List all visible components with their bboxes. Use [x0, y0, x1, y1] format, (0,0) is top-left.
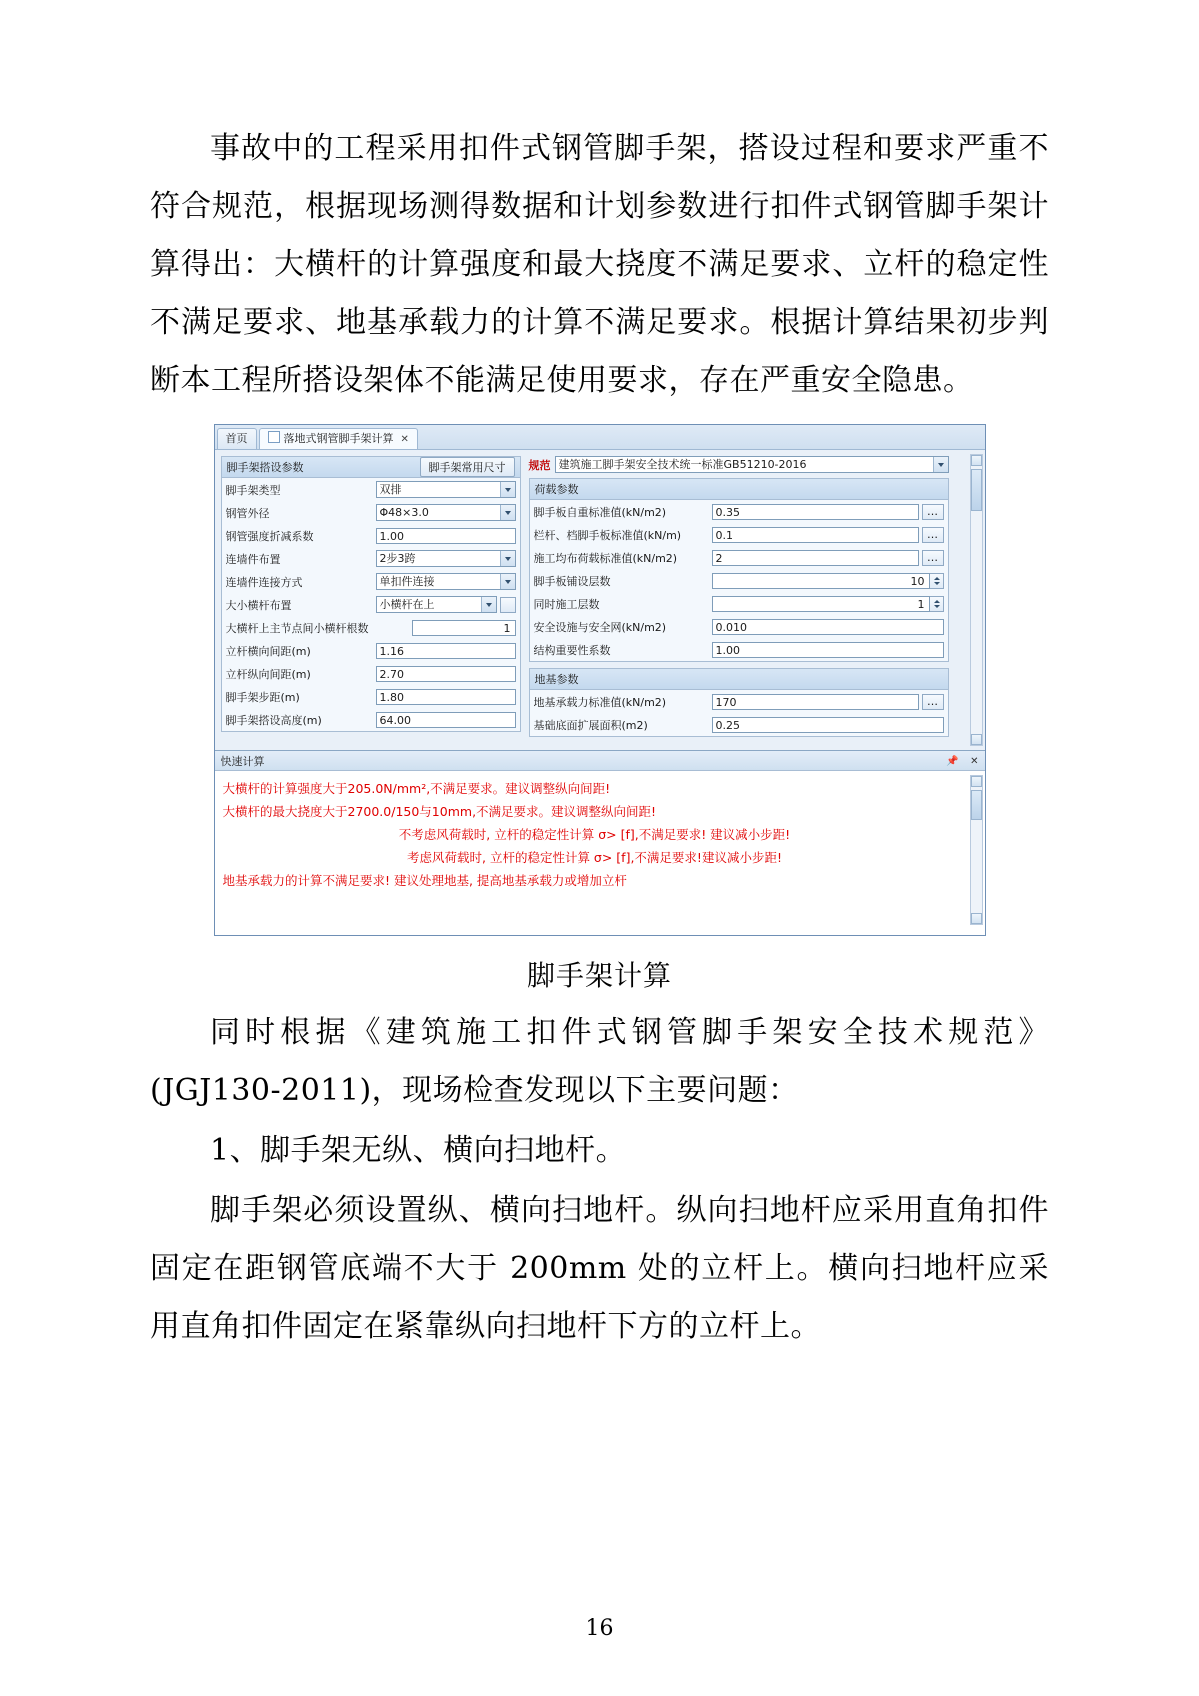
quick-calc-panel	[215, 750, 985, 935]
lift-height-label: 脚手架步距(m)	[225, 690, 300, 704]
panel-tools	[938, 754, 978, 767]
paragraph-4: 脚手架必须设置纵、横向扫地杆。纵向扫地杆应采用直角扣件固定在距钢管底端不大于 200mm 处的立杆上。横向扫地杆应采用直角扣件固定在紧靠纵向扫地杆下方的立杆上。	[150, 1193, 1049, 1344]
scaffold-calculator-app	[214, 424, 986, 936]
board-weight-input[interactable]: 0.35	[712, 504, 919, 520]
field-row	[222, 501, 520, 524]
importance-factor-input[interactable]: 1.00	[712, 642, 944, 658]
footing-area-input[interactable]: 0.25	[712, 717, 944, 733]
form-columns	[221, 456, 979, 743]
scaffold-params-group	[221, 456, 521, 732]
scaffold-type-label: 脚手架类型	[225, 483, 281, 497]
quick-calc-title: 快速计算	[220, 754, 265, 768]
load-params-title: 荷载参数	[534, 483, 579, 496]
simultaneous-layers-label: 同时施工层数	[533, 597, 600, 611]
chevron-down-icon[interactable]	[500, 482, 515, 497]
tab-home[interactable]	[217, 428, 257, 449]
ledger-layout-label: 大小横杆布置	[225, 598, 292, 612]
construction-load-input[interactable]: 2	[712, 550, 919, 566]
page-number: 16	[585, 1616, 614, 1641]
warning-message: 大横杆的计算强度大于205.0N/mm²,不满足要求。建议调整纵向间距!	[222, 781, 611, 796]
field-row	[530, 615, 948, 638]
scroll-up-icon[interactable]	[971, 455, 982, 466]
field-row	[222, 478, 520, 501]
simultaneous-layers-input[interactable]: 1	[712, 596, 930, 612]
standard-label: 规范	[528, 458, 551, 472]
paragraph-1: 事故中的工程采用扣件式钢管脚手架，搭设过程和要求严重不符合规范，根据现场测得数据和计划参数进行扣件式钢管脚手架计算得出：大横杆的计算强度和最大挠度不满足要求、立杆的稳定性不满足要求、地基承载力的计算不满足要求。根据计算结果初步判断本工程所搭设架体不能满足使用要求，存在严重安全隐患。	[150, 131, 1049, 398]
field-row	[222, 547, 520, 570]
wall-tie-connection-label: 连墙件连接方式	[225, 575, 303, 589]
post-transverse-spacing-label: 立杆横向间距(m)	[225, 644, 311, 658]
wall-tie-layout-value: 2步3跨	[379, 552, 416, 565]
tab-scaffold-calc[interactable]	[259, 428, 418, 449]
close-icon[interactable]: ✕	[400, 434, 409, 445]
load-params-group	[529, 478, 949, 662]
post-longitudinal-spacing-label: 立杆纵向间距(m)	[225, 667, 311, 681]
field-row	[222, 685, 520, 708]
quick-calc-body	[215, 771, 985, 935]
chevron-down-icon[interactable]	[500, 574, 515, 589]
pin-icon[interactable]: 📌	[946, 756, 959, 767]
form-scrollbar[interactable]	[970, 454, 983, 746]
standard-combo[interactable]	[555, 456, 949, 473]
transom-count-label: 大横杆上主节点间小横杆根数	[225, 621, 369, 635]
ledger-layout-combo[interactable]	[376, 596, 497, 613]
field-row	[222, 593, 520, 616]
warning-message: 不考虑风荷载时, 立杆的稳定性计算 σ> [f],不满足要求! 建议减小步距!	[398, 827, 791, 842]
field-row	[530, 592, 948, 615]
total-height-input[interactable]: 64.00	[376, 712, 516, 728]
warning-message: 地基承载力的计算不满足要求! 建议处理地基, 提高地基承载力或增加立杆	[222, 873, 627, 888]
lift-height-input[interactable]: 1.80	[376, 689, 516, 705]
board-layers-stepper[interactable]	[930, 573, 944, 589]
simultaneous-layers-stepper[interactable]	[930, 596, 944, 612]
field-row	[530, 500, 948, 523]
field-row	[222, 570, 520, 593]
scaffold-type-combo[interactable]	[376, 481, 516, 498]
quick-calc-header	[215, 751, 985, 771]
ledger-layout-value: 小横杆在上	[379, 598, 435, 611]
common-size-button[interactable]: 脚手架常用尺寸	[420, 457, 515, 477]
field-row	[530, 546, 948, 569]
board-weight-label: 脚手板自重标准值(kN/m2)	[533, 505, 667, 519]
chevron-down-icon[interactable]	[500, 551, 515, 566]
field-row	[530, 713, 948, 736]
pipe-diameter-value: Φ48×3.0	[379, 506, 429, 519]
safety-net-label: 安全设施与安全网(kN/m2)	[533, 620, 667, 634]
standard-value: 建筑施工脚手架安全技术统一标准GB51210-2016	[558, 458, 807, 471]
more-options-icon[interactable]: …	[922, 694, 944, 710]
tab-home-label: 首页	[225, 432, 248, 445]
field-row	[530, 690, 948, 713]
close-icon[interactable]: ✕	[970, 756, 979, 767]
field-row	[222, 524, 520, 547]
importance-factor-label: 结构重要性系数	[533, 643, 611, 657]
guardrail-weight-label: 栏杆、档脚手板标准值(kN/m)	[533, 528, 682, 542]
figure-caption: 脚手架计算	[526, 959, 672, 992]
post-transverse-spacing-input[interactable]: 1.16	[376, 643, 516, 659]
scroll-down-icon[interactable]	[971, 734, 982, 745]
chevron-down-icon[interactable]	[933, 457, 948, 472]
ground-params-header	[530, 669, 948, 690]
field-row	[530, 523, 948, 546]
field-row	[222, 639, 520, 662]
field-row	[530, 569, 948, 592]
wall-tie-connection-value: 单扣件连接	[379, 575, 435, 588]
pipe-diameter-combo[interactable]	[376, 504, 516, 521]
field-row	[530, 638, 948, 661]
scrollbar-thumb[interactable]	[971, 469, 982, 511]
scaffold-type-value: 双排	[379, 483, 402, 496]
tab-bar	[215, 425, 985, 450]
standard-selector-row	[529, 456, 949, 473]
right-column	[529, 456, 949, 743]
footing-area-label: 基础底面扩展面积(m2)	[533, 718, 648, 732]
chevron-down-icon[interactable]	[481, 597, 496, 612]
field-row	[222, 616, 520, 639]
strength-factor-input[interactable]: 1.00	[376, 528, 516, 544]
ground-params-title: 地基参数	[534, 673, 579, 686]
board-layers-input[interactable]: 10	[712, 573, 930, 589]
paragraph-2: 同时根据《建筑施工扣件式钢管脚手架安全技术规范》(JGJ130-2011)，现场检查发现以下主要问题：	[150, 1015, 1049, 1108]
board-layers-label: 脚手板铺设层数	[533, 574, 611, 588]
more-options-icon[interactable]: …	[922, 527, 944, 543]
scroll-up-icon[interactable]	[971, 776, 982, 787]
warning-message: 大横杆的最大挠度大于2700.0/150与10mm,不满足要求。建议调整纵向间距!	[222, 804, 657, 819]
scroll-down-icon[interactable]	[971, 913, 982, 924]
form-area	[215, 450, 985, 750]
construction-load-label: 施工均布荷载标准值(kN/m2)	[533, 551, 678, 565]
pipe-diameter-label: 钢管外径	[225, 506, 270, 520]
more-options-icon[interactable]: …	[922, 550, 944, 566]
scaffold-params-header	[222, 457, 520, 478]
warning-message: 考虑风荷载时, 立杆的稳定性计算 σ> [f],不满足要求!建议减小步距!	[407, 850, 782, 865]
wall-tie-layout-label: 连墙件布置	[225, 552, 281, 566]
strength-factor-label: 钢管强度折减系数	[225, 529, 314, 543]
document-icon	[268, 431, 280, 443]
scrollbar-thumb[interactable]	[971, 790, 982, 820]
field-row	[222, 662, 520, 685]
more-options-icon[interactable]: …	[922, 504, 944, 520]
safety-net-input[interactable]: 0.010	[712, 619, 944, 635]
bearing-capacity-label: 地基承载力标准值(kN/m2)	[533, 695, 667, 709]
scaffold-params-title: 脚手架搭设参数	[226, 461, 304, 474]
total-height-label: 脚手架搭设高度(m)	[225, 713, 322, 727]
wall-tie-connection-combo[interactable]	[376, 573, 516, 590]
ground-params-group	[529, 668, 949, 737]
load-params-header	[530, 479, 948, 500]
chevron-down-icon[interactable]	[500, 505, 515, 520]
transom-count-input[interactable]: 1	[412, 620, 516, 636]
paragraph-3: 1、脚手架无纵、横向扫地杆。	[210, 1133, 627, 1168]
wall-tie-layout-combo[interactable]	[376, 550, 516, 567]
left-column	[221, 456, 521, 743]
tab-scaffold-calc-label: 落地式钢管脚手架计算	[283, 432, 394, 445]
preview-icon[interactable]	[500, 597, 516, 613]
guardrail-weight-input[interactable]: 0.1	[712, 527, 919, 543]
post-longitudinal-spacing-input[interactable]: 2.70	[376, 666, 516, 682]
bearing-capacity-input[interactable]: 170	[712, 694, 919, 710]
field-row	[222, 708, 520, 731]
result-scrollbar[interactable]	[970, 775, 983, 925]
